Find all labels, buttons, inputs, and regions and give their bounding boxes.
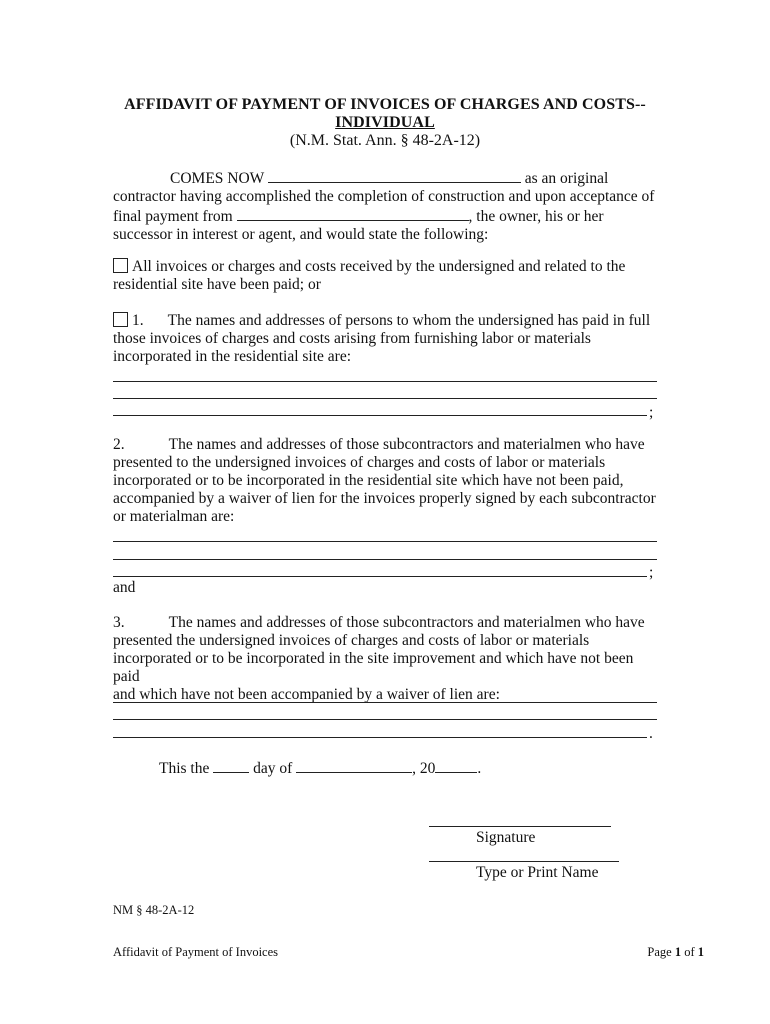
- document-title-line2: INDIVIDUAL: [335, 114, 435, 131]
- item3-paragraph: [113, 614, 661, 704]
- date-period: .: [477, 760, 482, 777]
- comes-now-label: COMES NOW: [170, 170, 265, 187]
- year-field[interactable]: [435, 758, 477, 773]
- intro-line2: contractor having accomplished the completion of construction and upon acceptance of: [113, 188, 655, 205]
- owner-label: , the owner, his or her: [468, 208, 604, 225]
- footer-statute: NM § 48-2A-12: [113, 903, 195, 917]
- item1-paragraph: [113, 312, 661, 366]
- item2-line4: accompanied by a waiver of lien for the invoices properly signed by each subcontractor: [113, 490, 656, 507]
- contractor-name-field[interactable]: [268, 168, 521, 183]
- print-name-label: Type or Print Name: [476, 864, 599, 881]
- year-prefix: , 20: [412, 760, 436, 777]
- all-paid-checkbox[interactable]: [113, 258, 128, 273]
- intro-line4: successor in interest or agent, and would state the following:: [113, 226, 489, 243]
- date-line: [159, 758, 659, 778]
- month-field[interactable]: [296, 758, 412, 773]
- item3-number: 3.: [113, 614, 125, 631]
- this-the-label: This the: [159, 760, 210, 777]
- item2-blank-line-3[interactable]: [113, 576, 647, 577]
- page-number: [560, 945, 704, 960]
- item2-semicolon: ;: [649, 564, 654, 581]
- item1-blank-line-1[interactable]: [113, 381, 657, 382]
- signature-line[interactable]: [429, 826, 611, 827]
- item2-and: and: [113, 579, 136, 596]
- page-prefix: Page: [647, 945, 672, 959]
- item2-number: 2.: [113, 436, 125, 453]
- item3-line2: presented the undersigned invoices of charges and costs of labor or materials: [113, 632, 590, 649]
- item3-period: .: [649, 725, 653, 742]
- option-a-line2: residential site have been paid; or: [113, 276, 321, 293]
- day-of-label: day of: [253, 760, 293, 777]
- option-a-line1: All invoices or charges and costs received by the undersigned and related to the: [132, 258, 626, 275]
- signature-label: Signature: [476, 829, 536, 846]
- item1-checkbox[interactable]: [113, 312, 128, 327]
- item2-paragraph: [113, 436, 661, 526]
- option-all-paid: [113, 258, 661, 294]
- footer-doc-title: Affidavit of Payment of Invoices: [113, 945, 279, 959]
- item2-line2: presented to the undersigned invoices of charges and costs of labor or materials: [113, 454, 606, 471]
- day-field[interactable]: [213, 758, 249, 773]
- item2-blank-line-2[interactable]: [113, 559, 657, 560]
- as-original-label: as an original: [524, 170, 609, 187]
- intro-line1: [113, 168, 661, 188]
- print-name-line[interactable]: [429, 861, 619, 862]
- intro-line3: [113, 206, 661, 226]
- statute-citation: (N.M. Stat. Ann. § 48-2A-12): [289, 132, 481, 149]
- item3-line1: The names and addresses of those subcontractors and materialmen who have: [168, 614, 645, 631]
- owner-name-field[interactable]: [237, 206, 469, 221]
- item1-line1: The names and addresses of persons to whom the undersigned has paid in full: [167, 312, 651, 329]
- intro-paragraph: [113, 168, 661, 244]
- item2-line1: The names and addresses of those subcontractors and materialmen who have: [168, 436, 645, 453]
- item3-blank-line-1[interactable]: [113, 702, 657, 703]
- item1-semicolon: ;: [649, 404, 654, 421]
- item1-line2: those invoices of charges and costs arising from furnishing labor or materials: [113, 330, 591, 347]
- item3-line4: and which have not been accompanied by a waiver of lien are:: [113, 686, 500, 703]
- item1-line3: incorporated in the residential site are:: [113, 348, 352, 365]
- item2-line5: or materialman are:: [113, 508, 235, 525]
- page-total: 1: [697, 945, 704, 959]
- item1-number: 1.: [132, 312, 144, 329]
- item3-blank-line-3[interactable]: [113, 737, 647, 738]
- item2-line3: incorporated or to be incorporated in the residential site which have not been paid,: [113, 472, 624, 489]
- item1-blank-line-2[interactable]: [113, 398, 657, 399]
- item3-line3: incorporated or to be incorporated in the site improvement and which have not been paid: [113, 650, 634, 685]
- document-title-line1: AFFIDAVIT OF PAYMENT OF INVOICES OF CHARGES AND COSTS--: [124, 96, 646, 113]
- page-current: 1: [674, 945, 682, 959]
- document-title-line2-wrap: [0, 114, 770, 132]
- item3-blank-line-2[interactable]: [113, 719, 657, 720]
- item2-blank-line-1[interactable]: [113, 541, 657, 542]
- item1-blank-line-3[interactable]: [113, 415, 647, 416]
- page-of: of: [684, 945, 695, 959]
- final-payment-label: final payment from: [113, 208, 233, 225]
